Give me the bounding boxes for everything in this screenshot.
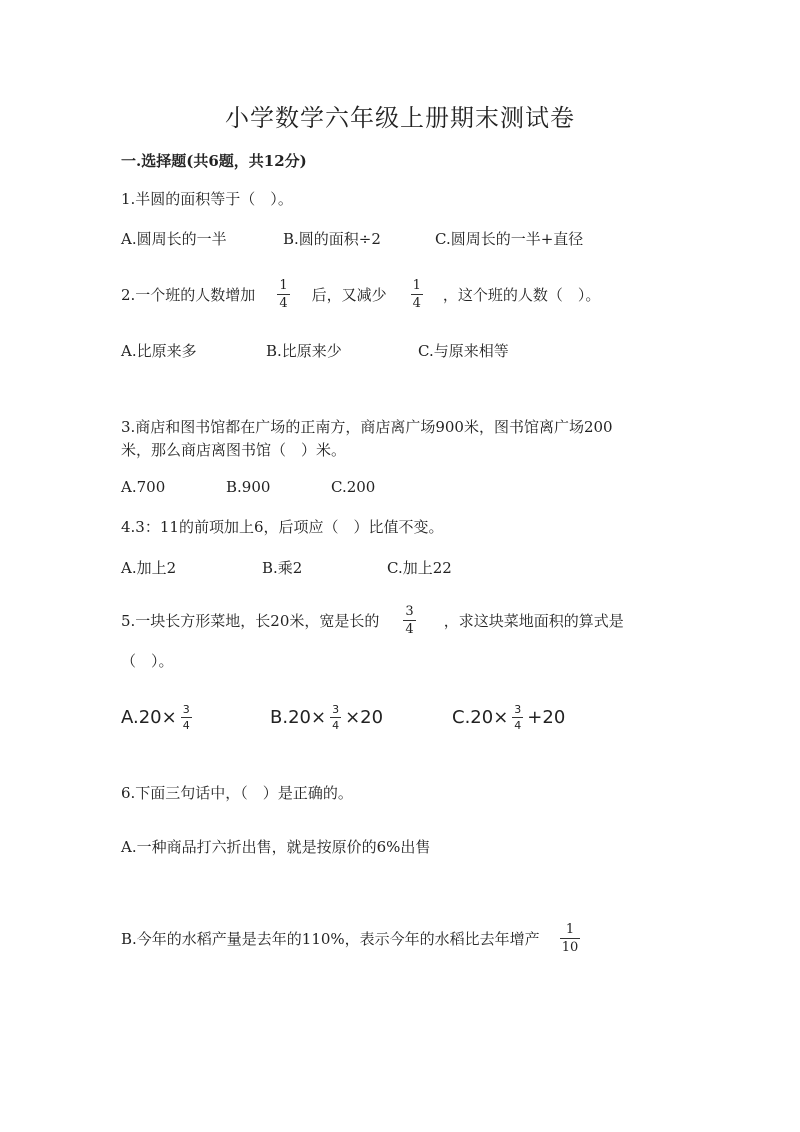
question-5-option-a[interactable]: A.20× $\frac{3}{4}$ (121, 703, 190, 732)
question-3-option-c[interactable]: C.200 (331, 478, 376, 496)
question-3-stem-line2: 米，那么商店离图书馆（ ）米。 (121, 441, 347, 459)
question-4-option-c[interactable]: C.加上22 (387, 559, 452, 577)
question-1-option-b[interactable]: B.圆的面积÷2 (283, 230, 381, 248)
question-1-option-a[interactable]: A.圆周长的一半 (121, 230, 227, 248)
question-1-stem: 1.半圆的面积等于（ ）。 (121, 190, 293, 208)
question-6-option-a[interactable]: A.一种商品打六折出售，就是按原价的6%出售 (121, 838, 431, 856)
question-6-stem: 6.下面三句话中，（ ）是正确的。 (121, 784, 353, 802)
fraction-three-quarters: $\frac{3}{4}$ (514, 703, 522, 732)
question-6-option-b[interactable] (121, 918, 584, 958)
page-title: 小学数学六年级上册期末测试卷 (225, 104, 575, 132)
question-3-stem-line1: 3.商店和图书馆都在广场的正南方，商店离广场900米，图书馆离广场200 (121, 418, 613, 436)
question-5-stem (121, 600, 624, 640)
question-6-option-b-text: B.今年的水稻产量是去年的110%，表示今年的水稻比去年增产 (121, 929, 540, 948)
question-2-stem-part3: ，这个班的人数（ ）。 (442, 285, 601, 304)
question-2-option-b[interactable]: B.比原来少 (266, 342, 342, 360)
question-5-option-c[interactable]: C.20× $\frac{3}{4}$ +20 (452, 703, 566, 732)
question-1-option-c[interactable]: C.圆周长的一半+直径 (435, 230, 584, 248)
question-4-option-b[interactable]: B.乘2 (262, 559, 303, 577)
question-5-option-b[interactable]: B.20× $\frac{3}{4}$ ×20 (270, 703, 384, 732)
question-2-option-a[interactable]: A.比原来多 (121, 342, 197, 360)
question-2-stem-part2: 后，又减少 (311, 285, 387, 304)
question-5-stem-part1: 5.一块长方形菜地，长20米，宽是长的 (121, 611, 380, 630)
question-4-option-a[interactable]: A.加上2 (121, 559, 177, 577)
question-2-option-c[interactable]: C.与原来相等 (418, 342, 509, 360)
question-3-option-b[interactable]: B.900 (226, 478, 271, 496)
question-5-stem-line2: （ ）。 (121, 652, 174, 670)
fraction-three-quarters: $\frac{3}{4}$ (182, 703, 190, 732)
question-2-stem-part1: 2.一个班的人数增加 (121, 285, 256, 304)
question-2-stem (121, 274, 600, 314)
fraction-three-quarters: $\frac{3}{4}$ (332, 703, 340, 732)
question-3-option-a[interactable]: A.700 (121, 478, 166, 496)
question-4-stem: 4.3：11的前项加上6，后项应（ ）比值不变。 (121, 518, 444, 536)
question-5-stem-part2: ，求这块菜地面积的算式是 (443, 611, 624, 630)
fraction-one-tenth: $\frac{1}{10}$ (561, 921, 579, 955)
fraction-three-quarters: $\frac{3}{4}$ (405, 603, 414, 637)
fraction-one-quarter: $\frac{1}{4}$ (279, 277, 288, 311)
section-heading: 一.选择题(共6题，共12分) (121, 152, 307, 170)
fraction-one-quarter: $\frac{1}{4}$ (412, 277, 421, 311)
